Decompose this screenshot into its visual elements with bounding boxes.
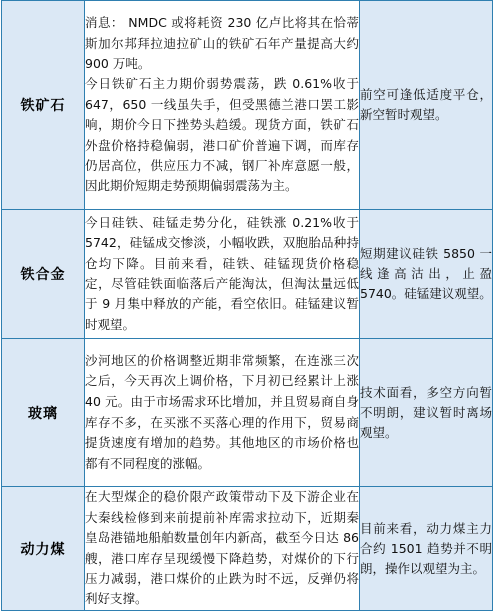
strategy-cell bbox=[360, 339, 493, 487]
category-cell: 铁合金 bbox=[2, 210, 85, 339]
category-cell: 动力煤 bbox=[2, 487, 85, 611]
analysis-paragraph: 沙河地区的价格调整近期非常频繁，在连涨三次之后，今天再次上调价格，下月初已经累计上涨 40 元。由于市场需求环比增加，并且贸易商自身库存不多，在买涨不买落心理的作用下，贸易商提货速度有增加的趋势。其他地区的市场价格也都有不同程度的涨幅。 bbox=[85, 352, 359, 471]
analysis-cell bbox=[85, 487, 360, 611]
table-row-iron-ore bbox=[2, 1, 493, 210]
analysis-paragraph: 消息： NMDC 或将耗资 230 亿卢比将其在恰蒂斯加尔邦拜拉迪拉矿山的铁矿石年产量提高大约 900 万吨。 bbox=[85, 15, 359, 71]
table-row-thermal-coal bbox=[2, 487, 493, 611]
analysis-paragraph: 在大型煤企的稳价限产政策带动下及下游企业在大秦线检修到来前提前补库需求拉动下，近期秦皇岛港锚地船舶数量创年内新高，截至今日达 86 艘，港口库存呈现缓慢下降趋势，对煤价的下行压力减弱，港口煤价的止跌为时不远，反弹仍将利好支撑。 bbox=[85, 489, 359, 607]
analysis-paragraph: 今日硅铁、硅锰走势分化，硅铁涨 0.21%收于 5742，硅锰成交惨淡，小幅收跌，双胞胎品种持仓均下降。目前来看，硅铁、硅锰现货价格稳定，尽管硅铁面临落后产能淘汰，但淘汰量远低于 9 月集中释放的产能，看空依旧。硅锰建议暂时观望。 bbox=[85, 214, 359, 332]
strategy-text: 前空可逢低适度平仓，新空暂时观望。 bbox=[360, 87, 492, 122]
category-cell: 玻璃 bbox=[2, 339, 85, 487]
commodity-analysis-table bbox=[1, 0, 493, 611]
strategy-text: 短期建议硅铁 5850 一线逢高沽出，止盈 5740。硅锰建议观望。 bbox=[360, 246, 492, 301]
analysis-paragraph: 今日铁矿石主力期价弱势震荡，跌 0.61%收于 647，650 一线虽失手，但受黑德兰港口罢工影响，期价今日下挫势头趋缓。现货方面，铁矿石外盘价格持稳偏弱，港口矿价普遍下调，而库存仍居高位，供应压力不减，钢厂补库意愿一般，因此期价短期走势预期偏弱震荡为主。 bbox=[85, 76, 359, 194]
table-row-ferroalloy bbox=[2, 210, 493, 339]
analysis-cell bbox=[85, 210, 360, 339]
analysis-cell bbox=[85, 1, 360, 210]
category-cell: 铁矿石 bbox=[2, 1, 85, 210]
analysis-cell bbox=[85, 339, 360, 487]
strategy-cell bbox=[360, 487, 493, 611]
strategy-cell bbox=[360, 1, 493, 210]
strategy-text: 技术面看，多空方向暂不明朗，建议暂时离场观望。 bbox=[360, 384, 492, 440]
table-row-glass bbox=[2, 339, 493, 487]
strategy-cell bbox=[360, 210, 493, 339]
strategy-text: 目前来看，动力煤主力合约 1501 趋势并不明朗，操作以观望为主。 bbox=[360, 520, 492, 576]
